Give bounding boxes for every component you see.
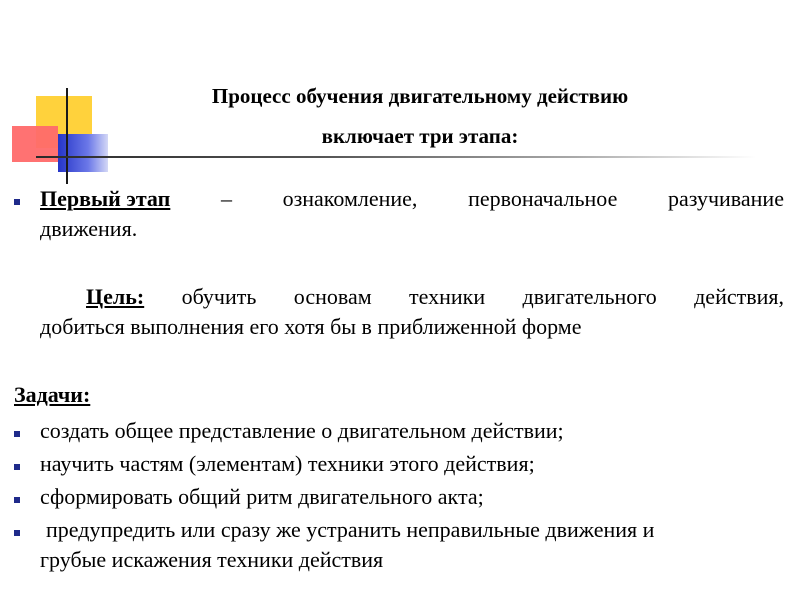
goal-word-1: обучить bbox=[181, 284, 257, 309]
title-divider bbox=[36, 156, 756, 158]
bullet-task-2 bbox=[14, 464, 20, 470]
goal-line-2: добиться выполнения его хотя бы в приближенной форме bbox=[40, 314, 582, 339]
stage-word-2: первоначальное bbox=[468, 186, 618, 211]
goal-word-4: двигательного bbox=[522, 284, 657, 309]
stage-word-3: разучивание bbox=[667, 186, 784, 211]
decorative-squares-logo bbox=[0, 0, 120, 190]
stage-dash: – bbox=[220, 186, 232, 211]
task-item-1: создать общее представление о двигательном действии; bbox=[40, 418, 564, 443]
goal-label: Цель: bbox=[86, 284, 145, 309]
goal-word-3: техники bbox=[409, 284, 486, 309]
task-item-4-line-2: грубые искажения техники действия bbox=[40, 547, 384, 572]
goal-line-1 bbox=[86, 284, 784, 310]
goal-word-2: основам bbox=[293, 284, 372, 309]
task-item-3: сформировать общий ритм двигательного акта; bbox=[40, 484, 484, 509]
vertical-line bbox=[66, 88, 68, 184]
stage-label: Первый этап bbox=[40, 186, 171, 211]
slide-title-line-1: Процесс обучения двигательному действию bbox=[211, 84, 629, 108]
bullet-stage bbox=[14, 199, 20, 205]
bullet-task-4 bbox=[14, 530, 20, 536]
stage-line-2: движения. bbox=[40, 216, 138, 241]
bullet-task-3 bbox=[14, 497, 20, 503]
task-item-4-line-1 bbox=[40, 517, 790, 543]
slide-title-line-2: включает три этапа: bbox=[321, 124, 519, 148]
stage-word-1: ознакомление, bbox=[282, 186, 418, 211]
task-item-4-text-1: предупредить или сразу же устранить неправильные движения и bbox=[46, 517, 655, 542]
task-item-2: научить частям (элементам) техники этого действия; bbox=[40, 451, 535, 476]
stage-line-1 bbox=[40, 186, 784, 212]
goal-word-5: действия, bbox=[694, 284, 784, 309]
tasks-heading: Задачи: bbox=[14, 382, 91, 407]
tasks-heading-wrap bbox=[14, 382, 90, 408]
bullet-task-1 bbox=[14, 431, 20, 437]
